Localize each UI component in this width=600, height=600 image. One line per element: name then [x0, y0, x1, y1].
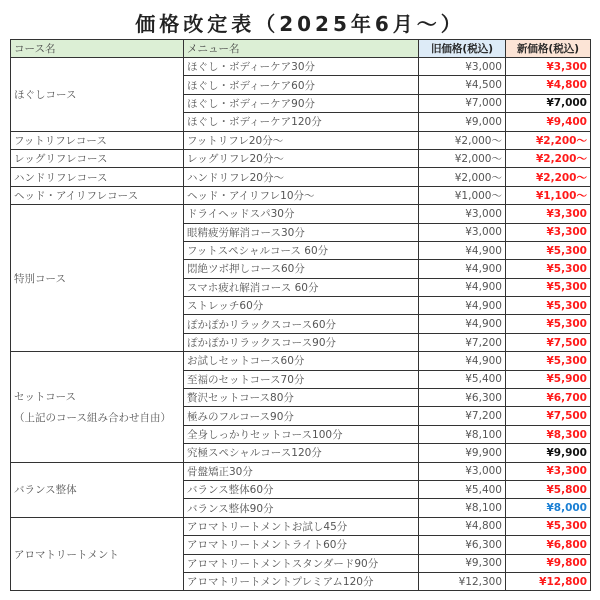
- course-name: レッグリフレコース: [14, 153, 108, 166]
- old-price: ¥3,000: [419, 205, 506, 223]
- new-price: ¥2,200～: [506, 131, 591, 149]
- old-price: ¥4,500: [419, 76, 506, 94]
- new-price: ¥6,700: [506, 389, 591, 407]
- course-name-cell: [11, 517, 184, 591]
- old-price: ¥3,000: [419, 223, 506, 241]
- new-price: ¥9,400: [506, 113, 591, 131]
- new-price: ¥2,200～: [506, 149, 591, 167]
- new-price: ¥5,900: [506, 370, 591, 388]
- course-note: （上記のコース組み合わせ自由）: [14, 411, 171, 424]
- menu-name: バランス整体90分: [184, 499, 419, 517]
- new-price: ¥9,800: [506, 554, 591, 572]
- new-price: ¥7,000: [506, 94, 591, 112]
- menu-name: ほぐし・ボディーケア120分: [184, 113, 419, 131]
- menu-name: レッグリフレ20分～: [184, 149, 419, 167]
- menu-name: スマホ疲れ解消コース 60分: [184, 278, 419, 296]
- old-price: ¥4,900: [419, 241, 506, 259]
- course-name: フットリフレコース: [14, 134, 107, 147]
- menu-name: ほぐし・ボディーケア90分: [184, 94, 419, 112]
- old-price: ¥9,900: [419, 444, 506, 462]
- new-price: ¥3,300: [506, 58, 591, 76]
- new-price: ¥3,300: [506, 462, 591, 480]
- new-price: ¥2,200～: [506, 168, 591, 186]
- course-name-cell: [11, 205, 184, 352]
- menu-name: アロマトリートメントプレミアム120分: [184, 572, 419, 590]
- course-name: セットコース: [14, 390, 77, 403]
- menu-name: 極みのフルコース90分: [184, 407, 419, 425]
- menu-name: ぽかぽかリラックスコース90分: [184, 333, 419, 351]
- menu-name: 悶絶ツボ押しコース60分: [184, 260, 419, 278]
- header-old-price: 旧価格(税込): [419, 40, 506, 58]
- new-price: ¥6,800: [506, 536, 591, 554]
- new-price: ¥7,500: [506, 333, 591, 351]
- new-price: ¥7,500: [506, 407, 591, 425]
- menu-name: 至福のセットコース70分: [184, 370, 419, 388]
- course-name-cell: [11, 149, 184, 167]
- old-price: ¥9,300: [419, 554, 506, 572]
- header-course: コース名: [11, 40, 184, 58]
- new-price: ¥5,300: [506, 278, 591, 296]
- old-price: ¥8,100: [419, 499, 506, 517]
- new-price: ¥3,300: [506, 205, 591, 223]
- new-price: ¥5,300: [506, 517, 591, 535]
- old-price: ¥4,900: [419, 278, 506, 296]
- old-price: ¥4,900: [419, 297, 506, 315]
- old-price: ¥5,400: [419, 480, 506, 498]
- menu-name: バランス整体60分: [184, 480, 419, 498]
- old-price: ¥9,000: [419, 113, 506, 131]
- old-price: ¥2,000～: [419, 131, 506, 149]
- menu-name: お試しセットコース60分: [184, 352, 419, 370]
- table-row: [11, 58, 591, 76]
- new-price: ¥5,300: [506, 315, 591, 333]
- course-name: アロマトリートメント: [14, 548, 119, 561]
- new-price: ¥5,300: [506, 352, 591, 370]
- menu-name: ほぐし・ボディーケア30分: [184, 58, 419, 76]
- course-name: ヘッド・アイリフレコース: [14, 189, 139, 202]
- course-name: 特別コース: [14, 272, 66, 285]
- menu-name: 全身しっかりセットコース100分: [184, 425, 419, 443]
- course-name-cell: [11, 352, 184, 462]
- new-price: ¥3,300: [506, 223, 591, 241]
- course-name-cell: [11, 186, 184, 204]
- new-price: ¥9,900: [506, 444, 591, 462]
- menu-name: フットスペシャルコース 60分: [184, 241, 419, 259]
- old-price: ¥2,000～: [419, 149, 506, 167]
- old-price: ¥8,100: [419, 425, 506, 443]
- old-price: ¥6,300: [419, 536, 506, 554]
- header-new-price: 新価格(税込): [506, 40, 591, 58]
- page-title: 価格改定表（2025年6月～）: [135, 12, 465, 36]
- menu-name: アロマトリートメントライト60分: [184, 536, 419, 554]
- new-price: ¥8,000: [506, 499, 591, 517]
- menu-name: ドライヘッドスパ30分: [184, 205, 419, 223]
- table-row: [11, 149, 591, 167]
- old-price: ¥3,000: [419, 58, 506, 76]
- course-name: ほぐしコース: [14, 88, 77, 101]
- menu-name: ぽかぽかリラックスコース60分: [184, 315, 419, 333]
- table-row: [11, 168, 591, 186]
- menu-name: 贅沢セットコース80分: [184, 389, 419, 407]
- old-price: ¥4,900: [419, 260, 506, 278]
- menu-name: ほぐし・ボディーケア60分: [184, 76, 419, 94]
- new-price: ¥5,300: [506, 241, 591, 259]
- menu-name: 眼精疲労解消コース30分: [184, 223, 419, 241]
- new-price: ¥12,800: [506, 572, 591, 590]
- menu-name: アロマトリートメントお試し45分: [184, 517, 419, 535]
- course-name: バランス整体: [14, 484, 77, 497]
- course-name-cell: [11, 131, 184, 149]
- menu-name: 骨盤矯正30分: [184, 462, 419, 480]
- new-price: ¥5,300: [506, 297, 591, 315]
- new-price: ¥5,800: [506, 480, 591, 498]
- new-price: ¥4,800: [506, 76, 591, 94]
- old-price: ¥3,000: [419, 462, 506, 480]
- menu-name: フットリフレ20分～: [184, 131, 419, 149]
- table-row: [11, 517, 591, 535]
- menu-name: 究極スペシャルコース120分: [184, 444, 419, 462]
- old-price: ¥12,300: [419, 572, 506, 590]
- old-price: ¥6,300: [419, 389, 506, 407]
- course-name-cell: [11, 462, 184, 517]
- menu-name: アロマトリートメントスタンダード90分: [184, 554, 419, 572]
- table-row: [11, 205, 591, 223]
- table-row: [11, 462, 591, 480]
- menu-name: ヘッド・アイリフレ10分～: [184, 186, 419, 204]
- menu-name: ハンドリフレ20分～: [184, 168, 419, 186]
- old-price: ¥4,900: [419, 315, 506, 333]
- table-row: [11, 352, 591, 370]
- new-price: ¥5,300: [506, 260, 591, 278]
- table-row: [11, 131, 591, 149]
- old-price: ¥4,800: [419, 517, 506, 535]
- course-name-cell: [11, 58, 184, 132]
- table-row: [11, 186, 591, 204]
- course-name: ハンドリフレコース: [14, 171, 108, 184]
- old-price: ¥2,000～: [419, 168, 506, 186]
- menu-name: ストレッチ60分: [184, 297, 419, 315]
- course-name-cell: [11, 168, 184, 186]
- old-price: ¥7,000: [419, 94, 506, 112]
- old-price: ¥4,900: [419, 352, 506, 370]
- old-price: ¥5,400: [419, 370, 506, 388]
- old-price: ¥7,200: [419, 407, 506, 425]
- old-price: ¥7,200: [419, 333, 506, 351]
- price-table: [10, 39, 591, 591]
- old-price: ¥1,000～: [419, 186, 506, 204]
- header-row: [11, 40, 591, 58]
- new-price: ¥1,100～: [506, 186, 591, 204]
- header-menu: メニュー名: [184, 40, 419, 58]
- new-price: ¥8,300: [506, 425, 591, 443]
